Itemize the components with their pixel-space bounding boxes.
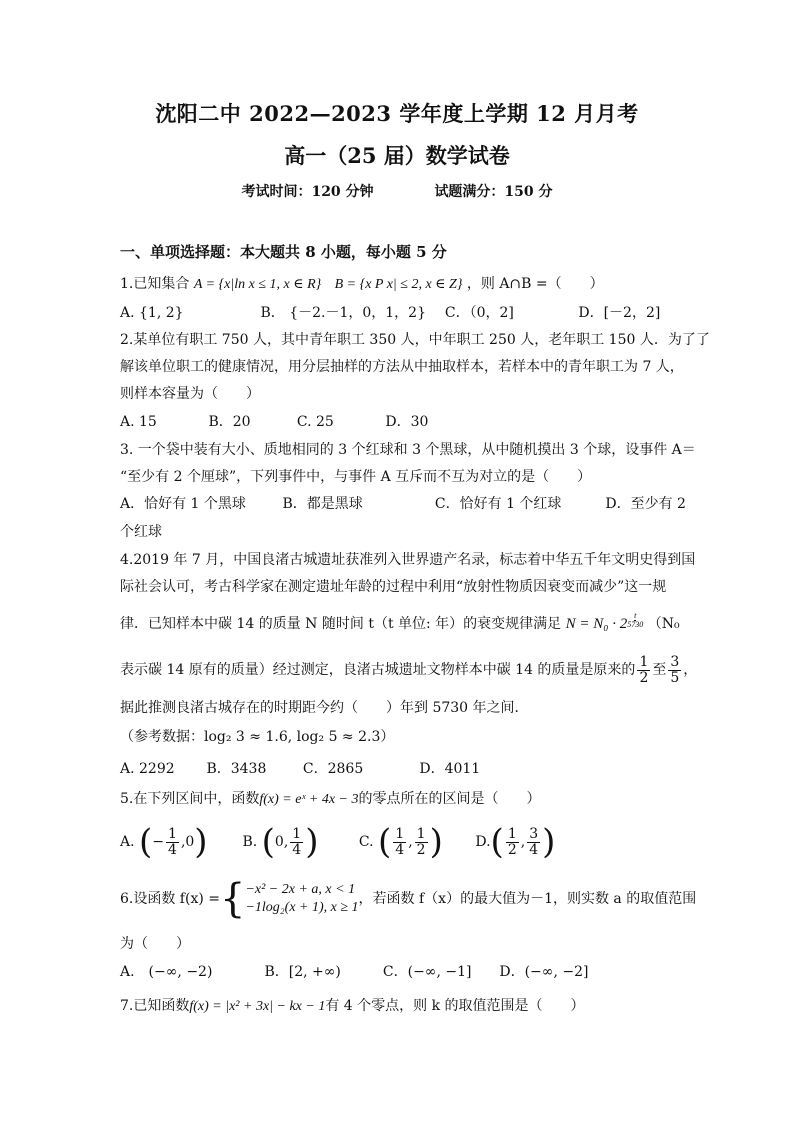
q2-option-d: D．30 [385, 414, 429, 430]
q4-option-d: D．4011 [419, 761, 481, 777]
q2-option-c: C. 25 [296, 414, 334, 430]
q2-line1: 2.某单位有职工 750 人，其中青年职工 350 人，中年职工 250 人，老年职工 150 人．为了了 [120, 332, 710, 348]
q5-option-a: A. (− $\frac{1}{4}$ ,0) [120, 822, 208, 862]
q6-option-c: C．(−∞, −1] [382, 964, 472, 980]
q1-option-b: B． {－2.－1，0，1，2} [260, 305, 426, 321]
q3-option-b: B．都是黑球 [282, 496, 363, 512]
q2-option-b: B．20 [208, 414, 251, 430]
q7-stem: 7.已知函数f(x) = |x² + 3x| − kx − 1有 4 个零点，则 k 的取值范围是（ ） [120, 998, 585, 1014]
q4-option-a: A. 2292 [120, 761, 175, 777]
q6-option-a: A. (−∞, −2) [120, 964, 213, 980]
q3-line2: “至少有 2 个厘球”，下列事件中，与事件 A 互斥而不互为对立的是（ ） [120, 469, 592, 485]
q5-option-d: D.( $\frac{1}{2}$ , $\frac{3}{4}$ ) [475, 822, 556, 862]
exam-score: 试题满分：150 分 [434, 184, 553, 200]
q4-option-c: C．2865 [302, 761, 364, 777]
q3-option-a: A．恰好有 1 个黑球 [120, 496, 246, 512]
q4-line1: 4.2019 年 7 月，中国良渚古城遗址获准列入世界遗产名录，标志着中华五千年文明史得到国 [120, 552, 696, 568]
q3-option-d: D．至少有 2 [605, 496, 686, 512]
q6-piecewise: −x² − 2x + a, x < 1 −1log₂(x + 1), x ≥ 1 [245, 882, 359, 915]
q1-option-c: C．（0，2] [444, 305, 514, 321]
q4-line3: 律．已知样本中碳 14 的质量 N 随时间 t（t 单位: 年）的衰变规律满足 N = N₀ · 2 $^{\frac{t}{5730}}$ （N₀ [120, 611, 680, 632]
q5-stem: 5.在下列区间中，函数f(x) = eˣ + 4x − 3的零点所在的区间是（ ） [120, 791, 541, 807]
q4-line2: 际社会认可，考古科学家在测定遗址年龄的过程中利用“放射性物质因衰变而减少”这一规 [120, 579, 667, 595]
q3-line1: 3. 一个袋中装有大小、质地相同的 3 个红球和 3 个黑球，从中随机摸出 3 个球，设事件 A＝ [120, 442, 696, 458]
q2-option-a: A. 15 [120, 414, 157, 430]
q2-options [120, 412, 428, 432]
q4-decay-formula: N = N₀ · 2 $^{\frac{t}{5730}}$ [565, 611, 644, 632]
q4-reference: （参考数据：log₂ 3 ≈ 1.6, log₂ 5 ≈ 2.3） [120, 729, 395, 745]
q4-line4: 表示碳 14 原有的质量）经过测定，良渚古城遗址文物样本中碳 14 的质量是原来的 $\frac{1}{2}$ 至 $\frac{3}{5}$ ， [120, 653, 698, 686]
q2-line2: 解该单位职工的健康情况，用分层抽样的方法从中抽取样本，若样本中的青年职工为 7 人， [120, 359, 684, 375]
q4-options [120, 759, 480, 779]
q4-line5: 据此推测良渚古城存在的时期距今约（ ）年到 5730 年之间． [120, 700, 529, 716]
q6-option-b: B．[2, +∞) [264, 964, 341, 980]
q1-stem: 1.已知集合 A = {x|ln x ≤ 1, x ∈ R} B = {x P x| ≤ 2, x ∈ Z} ，则 A∩B =（ ） [120, 276, 604, 292]
q5-options [120, 820, 555, 864]
q1-set-b: B = {x P x| ≤ 2, x ∈ Z} [334, 277, 463, 292]
q4-fraction-3-5: $\frac{3}{5}$ [670, 653, 680, 686]
q3-option-c: C．恰好有 1 个红球 [434, 496, 562, 512]
q6-options [120, 962, 588, 982]
exam-title: 沈阳二中 2022—2023 学年度上学期 12 月月考 [155, 101, 639, 126]
q1-option-d: D．[－2，2] [578, 305, 661, 321]
q1-options [120, 303, 660, 323]
q1-option-a: A. {1, 2} [120, 305, 184, 321]
q6-stem: 6.设函数 f(x) ={ −x² − 2x + a, x < 1 −1log₂(x + 1), x ≥ 1 ，若函数 f（x）的最大值为－1，则实数 a 的取值范围 [120, 876, 697, 922]
q4-option-b: B．3438 [206, 761, 267, 777]
q3-line-wrap: 个红球 [120, 524, 162, 540]
q5-option-b: B. (0, $\frac{1}{4}$ ) [242, 822, 319, 862]
q5-function: f(x) = eˣ + 4x − 3 [259, 792, 359, 807]
section-heading: 一、单项选择题：本大题共 8 小题，每小题 5 分 [120, 243, 447, 261]
exam-subtitle: 高一（25 届）数学试卷 [284, 143, 510, 168]
exam-time: 考试时间：120 分钟 [241, 184, 374, 200]
q7-function: f(x) = |x² + 3x| − kx − 1 [189, 999, 326, 1014]
q6-option-d: D．(−∞, −2] [499, 964, 589, 980]
q5-option-c: C. ( $\frac{1}{4}$ , $\frac{1}{2}$ ) [358, 822, 443, 862]
q6-line2: 为（ ） [120, 936, 190, 952]
q1-set-a: A = {x|ln x ≤ 1, x ∈ R} [193, 277, 322, 292]
q2-line3: 则样本容量为（ ） [120, 386, 260, 402]
q3-options [120, 494, 686, 514]
exam-info [0, 181, 794, 201]
q4-fraction-1-2: $\frac{1}{2}$ [639, 653, 649, 686]
